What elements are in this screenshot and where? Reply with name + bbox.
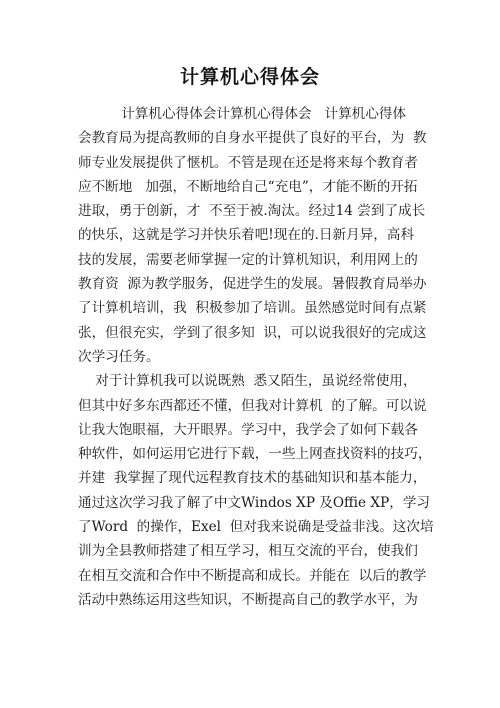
text-line: 次学习任务。: [78, 348, 160, 365]
text-line: 活动中熟练运用这些知识，不断提高自己的教学水平，为: [78, 591, 418, 608]
page-title: 计算机心得体会: [179, 66, 320, 88]
text-line: 了计算机培训，我 积极参加了培训。虽然感觉时间有点紧: [78, 300, 427, 317]
text-line: 的快乐，这就是学习并快乐着吧!现在的.日新月异，高科: [78, 227, 415, 244]
text-line: 了Word 的操作，Exel 但对我来说确是受益非浅。这次培: [78, 519, 434, 536]
text-line: 但其中好多东西都还不懂，但我对计算机 的了解。可以说: [78, 397, 427, 414]
text-line: 技的发展，需要老师掌握一定的计算机知识，利用网上的: [78, 251, 418, 268]
body-text: [78, 102, 438, 612]
text-line: 通过这次学习我了解了中文Windos XP 及Offie XP，学习: [78, 494, 431, 511]
text-line: 在相互交流和合作中不断提高和成长。并能在 以后的教学: [78, 567, 427, 584]
text-line: 让我大饱眼福，大开眼界。学习中，我学会了如何下载各: [78, 421, 418, 438]
text-line: 会教育局为提高教师的自身水平提供了良好的平台，为 教: [78, 130, 427, 147]
text-line: 进取，勇于创新，才 不至于被.淘汰。经过14 尝到了成长: [78, 203, 426, 220]
text-line: 应不断地 加强，不断地给自己“充电”，才能不断的开拓: [78, 178, 418, 195]
text-line: 张，但很充实，学到了很多知 识，可以说我很好的完成这: [78, 324, 427, 341]
text-line: 计算机心得体会计算机心得体会 计算机心得体: [78, 106, 407, 122]
text-line: 训为全县教师搭建了相互学习，相互交流的平台，使我们: [78, 543, 418, 560]
text-line: 师专业发展提供了惬机。不管是现在还是将来每个教育者: [78, 154, 418, 171]
text-line: 种软件，如何运用它进行下载，一些上网查找资料的技巧，: [78, 446, 432, 463]
text-line: 教育资 源为教学服务，促进学生的发展。暑假教育局举办: [78, 276, 427, 293]
text-line: 并建 我掌握了现代远程教育技术的基础知识和基本能力，: [78, 470, 427, 487]
text-line: 对于计算机我可以说既熟 悉又陌生，虽说经常使用，: [78, 373, 417, 390]
